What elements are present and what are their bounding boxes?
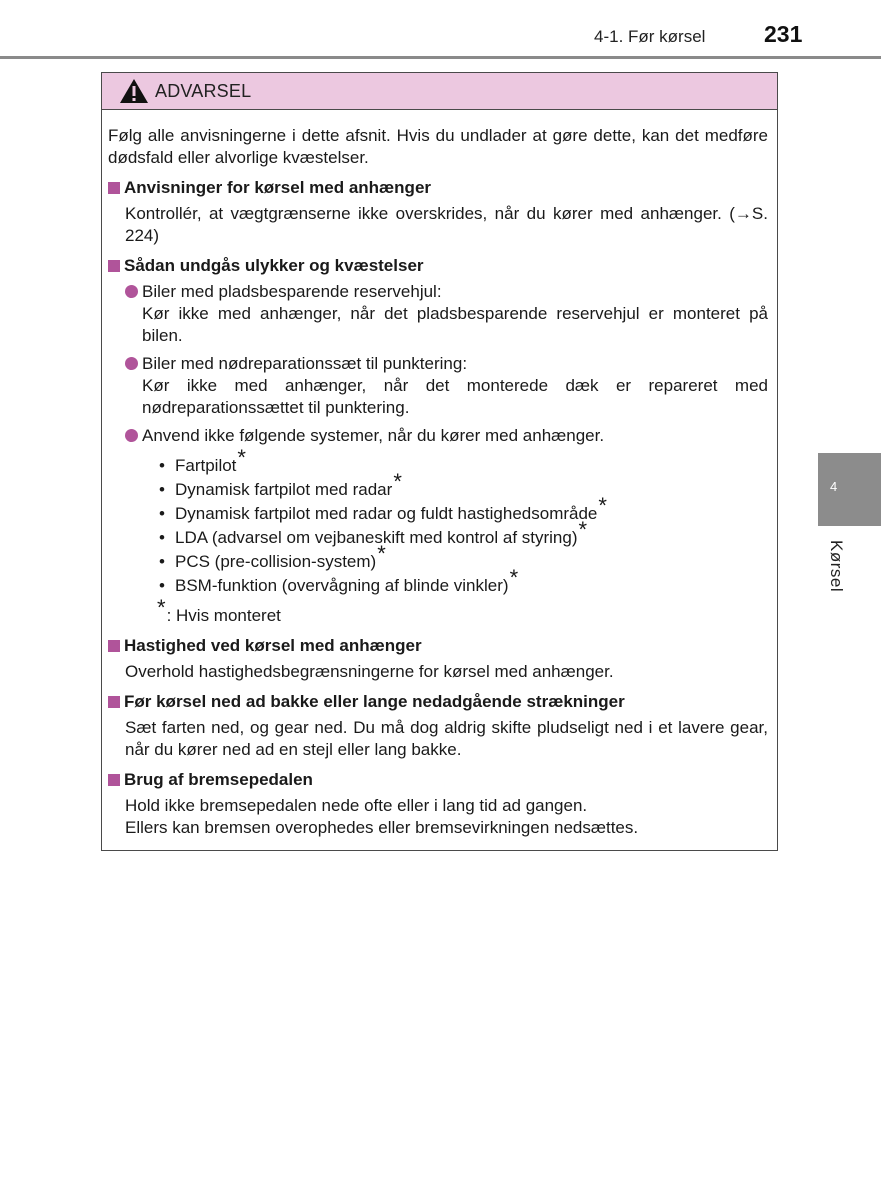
chapter-label: Kørsel [827,540,846,593]
list-item-spare-wheel: Biler med pladsbesparende reservehjul: Kør ikke med anhænger, når det pladsbesparende reservehjul er monteret på bilen. [125,281,768,347]
list-item: • LDA (advarsel om vejbaneskift med kontrol af styring)* [159,517,588,547]
section-text-brake: Hold ikke bremsepedalen nede ofte eller i lang tid ad gangen. Ellers kan bremsen overophedes eller bremsevirkningen nedsættes. [125,796,639,837]
warning-intro: Følg alle anvisningerne i dette afsnit. Hvis du undlader at gøre dette, kan det medføre dødsfald eller alvorlige kvæstelser. [108,126,768,167]
systems-list [159,445,768,597]
warning-box [101,72,778,851]
section-heading-downhill: Før kørsel ned ad bakke eller lange nedadgående strækninger [108,691,768,713]
section-heading-brake: Brug af bremsepedalen [108,769,768,791]
warning-header [102,73,777,110]
chapter-number: 4 [830,479,838,494]
list-item: • Fartpilot* [159,445,246,475]
square-bullet-icon [108,182,120,194]
section-heading-trailer: Anvisninger for kørsel med anhænger [108,177,768,199]
list-item-repair-kit: Biler med nødreparationssæt til punktering: Kør ikke med anhænger, når det monterede dæk er repareret med nødreparationssættet til punktering. [125,353,768,419]
section-title: 4-1. Før kørsel [594,27,706,46]
list-item-systems: Anvend ikke følgende systemer, når du kører med anhænger. • Fartpilot* • Dynamisk fartpilot med radar* • Dynamisk fartpilot med radar og fuldt hastighedsområde* • LDA (advarsel om vejbaneskift med kontrol af styring)* • PCS (pre-collision-system)* • BSM-funktion (overvågning af blinde vinkler)* *: Hvis monteret [125,425,768,627]
circle-bullet-icon [125,357,138,370]
page-number: 231 [764,21,803,47]
section-text-speed: Overhold hastighedsbegrænsningerne for kørsel med anhænger. [125,662,614,681]
list-item: • Dynamisk fartpilot med radar* [159,469,402,499]
footnote: *: Hvis monteret [157,595,281,625]
square-bullet-icon [108,640,120,652]
square-bullet-icon [108,774,120,786]
list-item: • BSM-funktion (overvågning af blinde vinkler)* [159,565,519,595]
circle-bullet-icon [125,285,138,298]
square-bullet-icon [108,696,120,708]
section-text-trailer: Kontrollér, at vægtgrænserne ikke overskrides, når du kører med anhænger. (→S. 224) [125,204,768,245]
list-item: • Dynamisk fartpilot med radar og fuldt hastighedsområde* [159,493,607,523]
chapter-tab [818,453,881,526]
section-heading-avoid: Sådan undgås ulykker og kvæstelser [108,255,768,277]
warning-body [108,125,768,847]
section-text-downhill: Sæt farten ned, og gear ned. Du må dog aldrig skifte pludseligt ned i et lavere gear, når du kører ned ad en stejl eller lang bakke. [125,718,768,759]
circle-bullet-icon [125,429,138,442]
square-bullet-icon [108,260,120,272]
list-item: • PCS (pre-collision-system)* [159,541,386,571]
section-heading-speed: Hastighed ved kørsel med anhænger [108,635,768,657]
header-divider [0,56,881,59]
warning-triangle-icon [119,78,149,104]
warning-title: ADVARSEL [155,80,252,101]
